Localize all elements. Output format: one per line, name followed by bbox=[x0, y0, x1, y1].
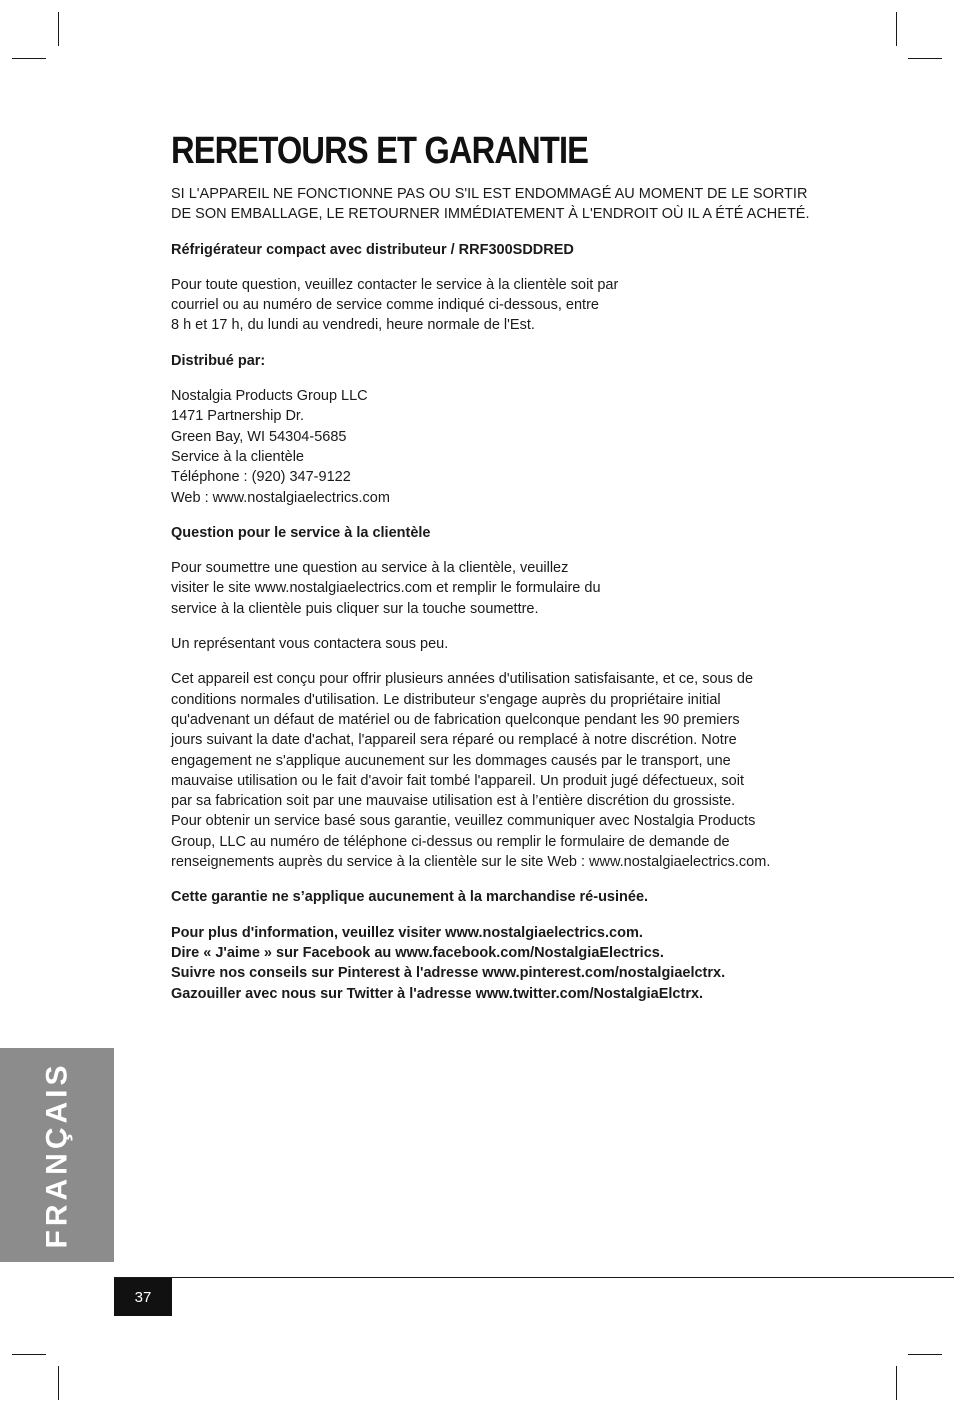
model-heading: Réfrigérateur compact avec distributeur / RRF300SDDRED bbox=[171, 241, 574, 258]
distributed-heading: Distribué par: bbox=[171, 352, 266, 369]
footer-rule bbox=[114, 1277, 954, 1278]
warranty-text: Cet appareil est conçu pour offrir plusieurs années d'utilisation satisfaisante, et ce, sous de conditions normales d'utilisation. Le distributeur s'engage auprès du propriétaire initial qu'advenant un défaut de matériel ou de fabrication quelconque pendant les 90 premiers jours suivant la date d'achat, l'appareil sera réparé ou remplacé à notre discrétion. Notre engagement ne s'applique aucunement sur les dommages causés par le transport, une mauvaise utilisation ou le fait d'avoir fait tombé l'appareil. Un produit jugé défectueux, soit par sa fabrication soit par une mauvaise utilisation est à l’entière discrétion du grossiste. Pour obtenir un service basé sous garantie, veuillez communiquer avec Nostalgia Products Group, LLC au numéro de téléphone ci-dessus ou remplir le formulaire de demande de renseignements auprès du service à la clientèle sur le site Web : www.nostalgiaelectrics.com. bbox=[171, 671, 771, 871]
refurbished-note: Cette garantie ne s’applique aucunement à la marchandise ré-usinée. bbox=[171, 889, 649, 906]
crop-mark bbox=[896, 12, 897, 46]
page-content bbox=[171, 128, 831, 1004]
contact-text: Pour toute question, veuillez contacter le service à la clientèle soit par courriel ou au numéro de service comme indiqué ci-dessous, entre 8 h et 17 h, du lundi au vendredi, heure normale de l'Est. bbox=[171, 276, 619, 334]
social-links: Pour plus d'information, veuillez visiter www.nostalgiaelectrics.com. Dire « J'aime » sur Facebook au www.facebook.com/NostalgiaElectrics. Suivre nos conseils sur Pinterest à l'adresse www.pinterest.com/nostalgiaelctrx. Gazouiller avec nous sur Twitter à l'adresse www.twitter.com/NostalgiaElctrx. bbox=[171, 924, 726, 1002]
crop-mark bbox=[896, 1366, 897, 1400]
address-block: Nostalgia Products Group LLC 1471 Partnership Dr. Green Bay, WI 54304-5685 Service à la clientèle Téléphone : (920) 347-9122 Web : www.nostalgiaelectrics.com bbox=[171, 388, 390, 506]
crop-mark bbox=[12, 58, 46, 59]
language-label: FRANÇAIS bbox=[40, 1061, 73, 1249]
crop-mark bbox=[58, 1366, 59, 1400]
question-heading: Question pour le service à la clientèle bbox=[171, 524, 431, 541]
question-text: Pour soumettre une question au service à la clientèle, veuillez visiter le site www.nostalgiaelectrics.com et remplir le formulaire du service à la clientèle puis cliquer sur la touche soumettre. bbox=[171, 560, 601, 617]
language-tab bbox=[0, 1048, 114, 1262]
crop-mark bbox=[908, 58, 942, 59]
intro-text: SI L'APPAREIL NE FONCTIONNE PAS OU S'IL EST ENDOMMAGÉ AU MOMENT DE LE SORTIR DE SON EMBALLAGE, LE RETOURNER IMMÉDIATEMENT À L'ENDROIT OÙ IL A ÉTÉ ACHETÉ. bbox=[171, 186, 810, 223]
crop-mark bbox=[58, 12, 59, 46]
page-number: 37 bbox=[114, 1278, 172, 1316]
page-title: RERETOURS ET GARANTIE bbox=[171, 130, 589, 172]
crop-mark bbox=[908, 1354, 942, 1355]
crop-mark bbox=[12, 1354, 46, 1355]
representative-text: Un représentant vous contactera sous peu. bbox=[171, 636, 449, 653]
